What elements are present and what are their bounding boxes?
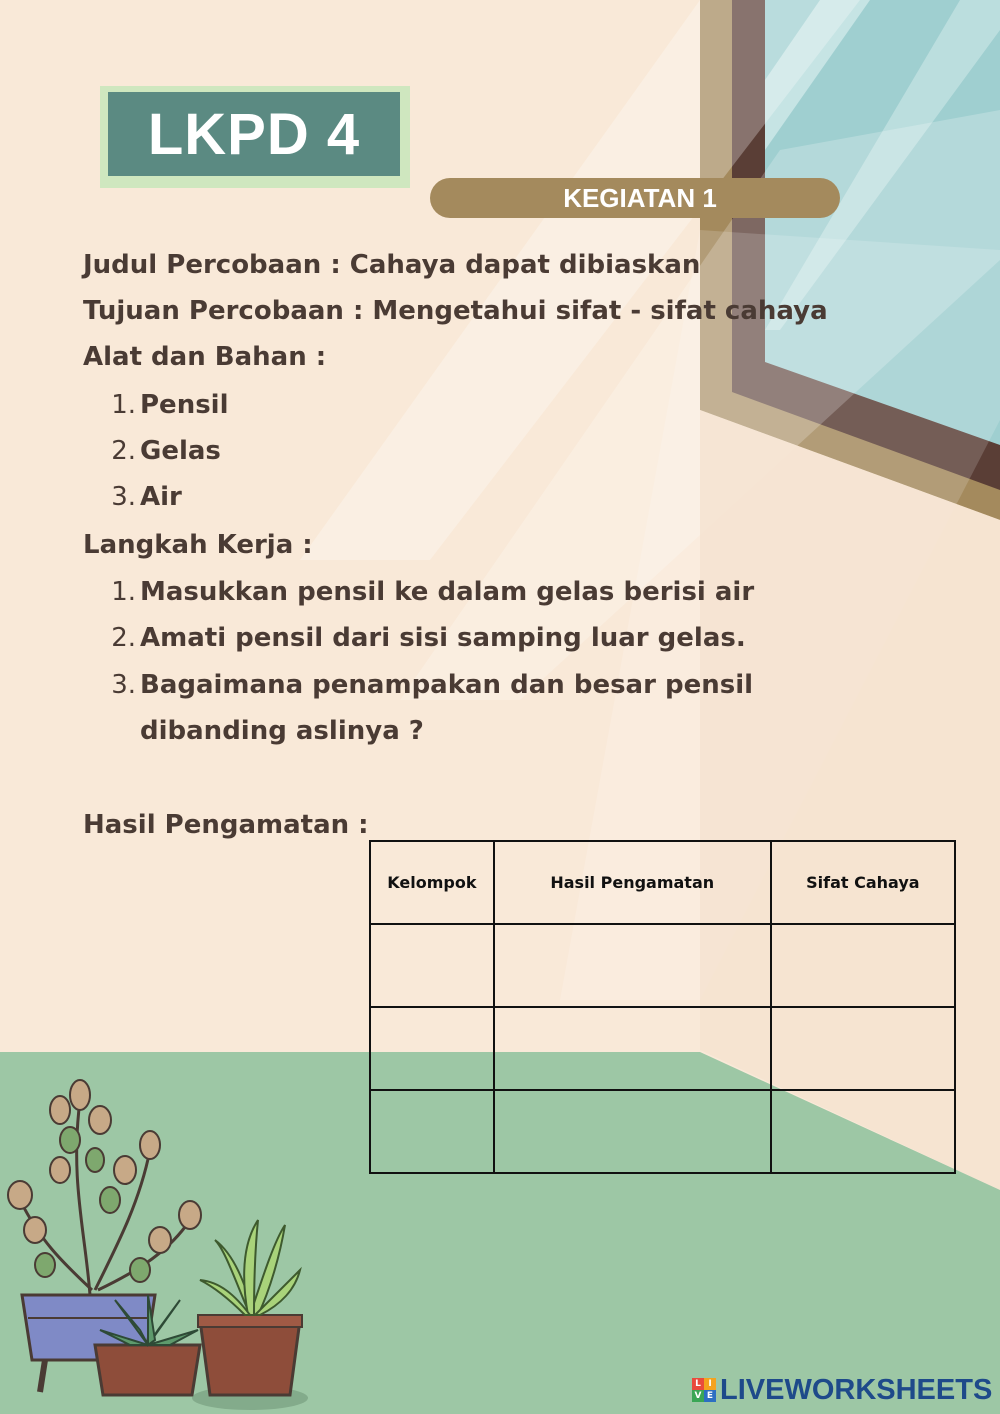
answer-cell[interactable] <box>771 924 955 1007</box>
step-number: 1. <box>111 577 136 607</box>
step-item: Masukkan pensil ke dalam gelas berisi air <box>140 577 755 607</box>
answer-cell[interactable] <box>771 1090 955 1173</box>
material-item: Gelas <box>140 436 221 466</box>
answer-cell[interactable] <box>370 1007 494 1090</box>
results-heading: Hasil Pengamatan : <box>83 810 369 840</box>
material-number: 3. <box>111 482 136 512</box>
header-hasil-pengamatan: Hasil Pengamatan <box>494 841 771 924</box>
answer-cell[interactable] <box>370 924 494 1007</box>
steps-heading: Langkah Kerja : <box>83 530 313 560</box>
liveworksheets-logo-icon: L I V E <box>692 1378 716 1402</box>
step-item-continued: dibanding aslinya ? <box>140 716 424 746</box>
activity-badge: KEGIATAN 1 <box>430 178 840 218</box>
material-item: Pensil <box>140 390 229 420</box>
materials-heading: Alat dan Bahan : <box>83 342 327 372</box>
material-item: Air <box>140 482 182 512</box>
material-number: 1. <box>111 390 136 420</box>
step-item: Amati pensil dari sisi samping luar gelas. <box>140 623 746 653</box>
table-header-row <box>370 841 955 924</box>
answer-cell[interactable] <box>494 1090 771 1173</box>
header-kelompok: Kelompok <box>370 841 494 924</box>
material-number: 2. <box>111 436 136 466</box>
worksheet-title: LKPD 4 <box>108 92 400 176</box>
answer-cell[interactable] <box>771 1007 955 1090</box>
step-number: 2. <box>111 623 136 653</box>
observation-table <box>369 840 956 1174</box>
answer-cell[interactable] <box>494 924 771 1007</box>
answer-cell[interactable] <box>494 1007 771 1090</box>
table-row <box>370 924 955 1007</box>
header-sifat-cahaya: Sifat Cahaya <box>771 841 955 924</box>
table-row <box>370 1007 955 1090</box>
experiment-goal: Tujuan Percobaan : Mengetahui sifat - sifat cahaya <box>83 296 828 326</box>
table-row <box>370 1090 955 1173</box>
brand-name: LIVEWORKSHEETS <box>720 1373 993 1406</box>
step-item: Bagaimana penampakan dan besar pensil <box>140 670 754 700</box>
step-number: 3. <box>111 670 136 700</box>
answer-cell[interactable] <box>370 1090 494 1173</box>
liveworksheets-brand[interactable] <box>692 1374 992 1406</box>
experiment-title: Judul Percobaan : Cahaya dapat dibiaskan <box>83 250 701 280</box>
